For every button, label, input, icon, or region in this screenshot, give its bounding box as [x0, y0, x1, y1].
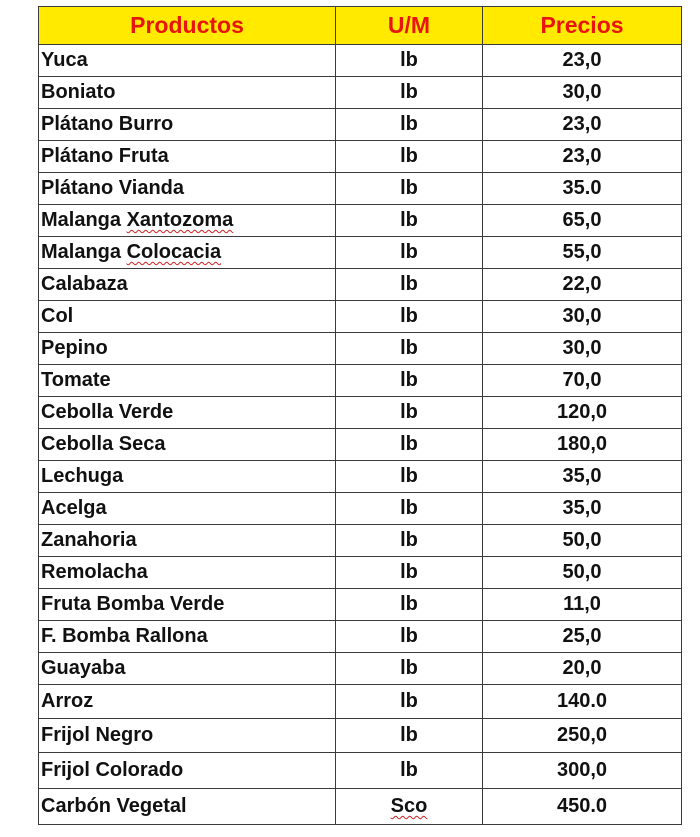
- unit-of-measure: lb: [336, 333, 483, 365]
- table-row: [39, 493, 682, 525]
- table-row: [39, 753, 682, 789]
- product-name: Col: [39, 301, 336, 333]
- unit-of-measure: lb: [336, 109, 483, 141]
- product-name: Yuca: [39, 45, 336, 77]
- unit-of-measure: lb: [336, 461, 483, 493]
- product-name: Fruta Bomba Verde: [39, 589, 336, 621]
- product-name: [39, 237, 336, 269]
- price-value: 450.0: [483, 789, 682, 825]
- product-name: [39, 205, 336, 237]
- price-value: 30,0: [483, 333, 682, 365]
- table-row: [39, 205, 682, 237]
- header-prices: Precios: [483, 7, 682, 45]
- product-name: Pepino: [39, 333, 336, 365]
- product-name: Guayaba: [39, 653, 336, 685]
- unit-of-measure: lb: [336, 753, 483, 789]
- unit-of-measure: lb: [336, 397, 483, 429]
- product-name: Cebolla Verde: [39, 397, 336, 429]
- table-row: [39, 429, 682, 461]
- table-row: [39, 45, 682, 77]
- table-row: [39, 461, 682, 493]
- price-value: 250,0: [483, 719, 682, 753]
- price-value: 300,0: [483, 753, 682, 789]
- table-header: [39, 7, 682, 45]
- unit-of-measure: lb: [336, 173, 483, 205]
- product-name: Calabaza: [39, 269, 336, 301]
- table-row: [39, 365, 682, 397]
- price-value: 65,0: [483, 205, 682, 237]
- unit-of-measure: lb: [336, 45, 483, 77]
- unit-of-measure: lb: [336, 429, 483, 461]
- price-value: 70,0: [483, 365, 682, 397]
- price-value: 22,0: [483, 269, 682, 301]
- unit-of-measure: lb: [336, 205, 483, 237]
- product-name: Plátano Burro: [39, 109, 336, 141]
- table-row: [39, 333, 682, 365]
- price-value: 20,0: [483, 653, 682, 685]
- price-value: 23,0: [483, 45, 682, 77]
- price-value: 50,0: [483, 525, 682, 557]
- table-row: [39, 269, 682, 301]
- spellcheck-flagged-word: Xantozoma: [126, 209, 234, 231]
- product-name: Frijol Negro: [39, 719, 336, 753]
- unit-of-measure: lb: [336, 589, 483, 621]
- unit-of-measure: lb: [336, 301, 483, 333]
- unit-of-measure: lb: [336, 719, 483, 753]
- table-row: [39, 789, 682, 825]
- unit-of-measure: lb: [336, 685, 483, 719]
- header-row: [39, 7, 682, 45]
- table-row: [39, 557, 682, 589]
- unit-of-measure: lb: [336, 493, 483, 525]
- price-table: [38, 6, 682, 825]
- table-row: [39, 397, 682, 429]
- price-value: 120,0: [483, 397, 682, 429]
- product-name: Lechuga: [39, 461, 336, 493]
- price-value: 23,0: [483, 141, 682, 173]
- price-value: 11,0: [483, 589, 682, 621]
- price-value: 30,0: [483, 77, 682, 109]
- product-name: Tomate: [39, 365, 336, 397]
- product-name: Boniato: [39, 77, 336, 109]
- table-row: [39, 173, 682, 205]
- price-value: 35,0: [483, 493, 682, 525]
- unit-of-measure: lb: [336, 269, 483, 301]
- table-body: [39, 45, 682, 825]
- unit-of-measure: lb: [336, 525, 483, 557]
- price-value: 50,0: [483, 557, 682, 589]
- price-value: 180,0: [483, 429, 682, 461]
- price-value: 23,0: [483, 109, 682, 141]
- unit-of-measure: lb: [336, 237, 483, 269]
- spellcheck-flagged-word: Colocacia: [126, 241, 222, 263]
- table-row: [39, 653, 682, 685]
- price-value: 140.0: [483, 685, 682, 719]
- price-value: 35,0: [483, 461, 682, 493]
- price-value: 35.0: [483, 173, 682, 205]
- spellcheck-flagged-unit: Sco: [390, 795, 428, 817]
- product-name: Remolacha: [39, 557, 336, 589]
- product-name: Frijol Colorado: [39, 753, 336, 789]
- price-value: 25,0: [483, 621, 682, 653]
- header-products: Productos: [39, 7, 336, 45]
- unit-of-measure: lb: [336, 365, 483, 397]
- unit-of-measure: lb: [336, 653, 483, 685]
- table-row: [39, 719, 682, 753]
- product-name: Plátano Fruta: [39, 141, 336, 173]
- table-row: [39, 525, 682, 557]
- header-unit: U/M: [336, 7, 483, 45]
- unit-of-measure: lb: [336, 621, 483, 653]
- product-name: Carbón Vegetal: [39, 789, 336, 825]
- table-row: [39, 685, 682, 719]
- table-row: [39, 589, 682, 621]
- product-name: Cebolla Seca: [39, 429, 336, 461]
- table-row: [39, 301, 682, 333]
- table-row: [39, 77, 682, 109]
- product-name: Zanahoria: [39, 525, 336, 557]
- table-row: [39, 621, 682, 653]
- product-name-prefix: Malanga: [41, 241, 122, 263]
- product-name: Arroz: [39, 685, 336, 719]
- table-row: [39, 237, 682, 269]
- unit-of-measure: lb: [336, 77, 483, 109]
- table-row: [39, 141, 682, 173]
- unit-of-measure: lb: [336, 557, 483, 589]
- unit-of-measure: lb: [336, 141, 483, 173]
- product-name: F. Bomba Rallona: [39, 621, 336, 653]
- price-value: 30,0: [483, 301, 682, 333]
- product-name: Acelga: [39, 493, 336, 525]
- product-name: Plátano Vianda: [39, 173, 336, 205]
- price-value: 55,0: [483, 237, 682, 269]
- unit-of-measure: [336, 789, 483, 825]
- table-row: [39, 109, 682, 141]
- product-name-prefix: Malanga: [41, 209, 122, 231]
